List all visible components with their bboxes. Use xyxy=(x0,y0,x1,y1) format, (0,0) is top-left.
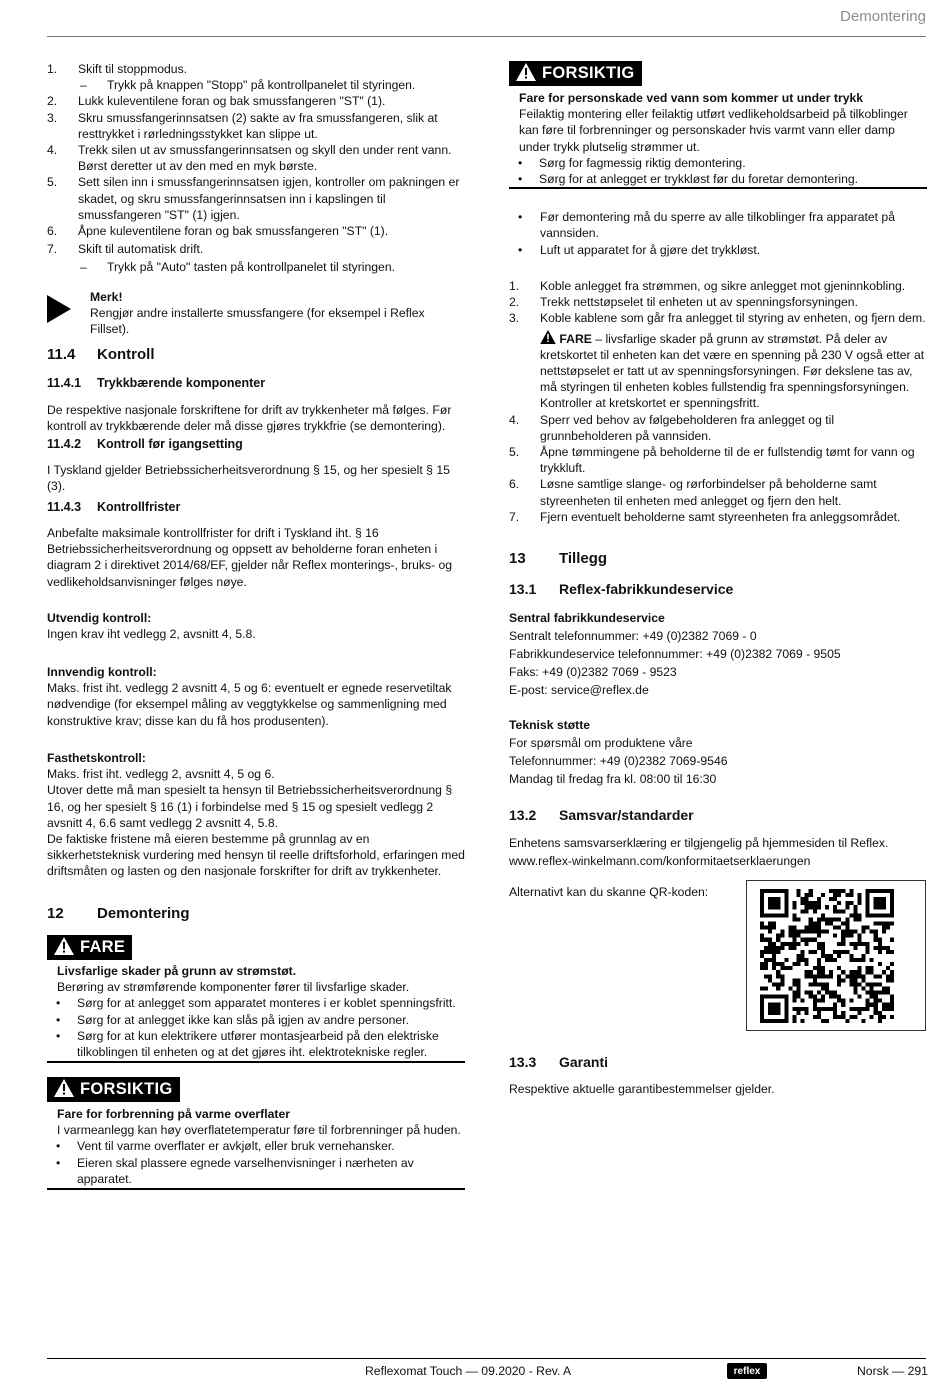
inline-danger-note: FARE – livsfarlige skader på grunn av strømstøt. På deler av kretskortet til enheten kan det være en spenning på 230 V også etter at nettstøpselet er tatt ut av spenningsforsyningen. Før dekslene tas av, må styringen til enheten kobles fullstendig fra spenningsforsyningen. Kontroller at kretskortet er spenningsfritt. xyxy=(540,331,925,411)
factory-service: Sentral fabrikkundeservice Sentralt telefonnummer: +49 (0)2382 7069 - 0 Fabrikkundeservice telefonnummer: +49 (0)2382 7069 - 9505 Faks: +49 (0)2382 7069 - 9523 E-post: service@reflex.de xyxy=(509,611,841,697)
section-heading-11-4-3: 11.4.3 Kontrollfrister xyxy=(47,500,181,514)
note-text: Rengjør andre installerte smussfangere (for eksempel i Reflex Fillset). xyxy=(90,306,425,337)
section-heading-12: 12 Demontering xyxy=(47,905,190,922)
pre-bullets xyxy=(509,209,927,259)
list-item: • Sørg for at anlegget som apparatet monteres i er koblet spenningsfritt. xyxy=(56,996,456,1011)
footer-page-number: — 291 xyxy=(892,1364,928,1378)
list-item: • Sørg for at kun elektrikere utfører montasjearbeid på den elektriske tilkoblingen til enheten og at det gjøres iht. elektrotekniske regler. xyxy=(56,1028,439,1060)
conformity-link[interactable]: www.reflex-winkelmann.com/konformitaetserklaerungen xyxy=(509,854,811,868)
maintenance-steps xyxy=(47,61,465,276)
list-item: • Sørg for at anlegget er trykkløst før du foretar demontering. xyxy=(518,172,859,187)
dismantling-steps xyxy=(509,278,927,525)
list-item: 5. Sett silen inn i smussfangerinnsatsen igjen, kontroller om pakningen er skadet, og skru smussfangerinnsatsen inn i kapslingen til smussfangeren "ST" (1) igjen. xyxy=(47,175,460,222)
list-item: 4. Trekk silen ut av smussfangerinnsatsen og skyll den under rent vann. Børst deretter ut av den med en myk børste. xyxy=(47,143,452,174)
caution-box-rule xyxy=(47,1188,465,1190)
list-item: 6. Åpne kuleventilene foran og bak smussfangeren "ST" (1). xyxy=(47,224,389,239)
caution-badge: FORSIKTIG xyxy=(509,61,642,86)
list-item: 1. Skift til stoppmodus. xyxy=(47,62,188,76)
list-item: 5. Åpne tømmingene på beholderne til de er fullstendig tømt for vann og trykkluft. xyxy=(509,445,915,476)
danger-badge: FARE xyxy=(47,935,132,960)
running-header: Demontering xyxy=(840,8,926,25)
footer-language: Norsk xyxy=(857,1364,889,1378)
note-arrow-icon xyxy=(47,295,71,323)
caution-box-right: FORSIKTIG Fare for personskade ved vann som kommer ut under trykk Feilaktig montering eller feilaktig utført vedlikeholdsarbeid på tilkoblinger kan føre til forbrenninger og personskader hvis varmt vann eller damp under trykk plutselig strømmer ut. • Sørg for fagmessig riktig demontering. • Sørg for at anlegget er trykkløst før du foretar demontering. xyxy=(509,61,927,189)
reflex-logo: reflex xyxy=(727,1363,767,1379)
external-inspection: Utvendig kontroll: Ingen krav iht vedlegg 2, avsnitt 4, 5.8. xyxy=(47,611,256,642)
list-item: – Trykk på "Auto" tasten på kontrollpanelet til styringen. xyxy=(80,260,395,275)
qr-code-frame xyxy=(746,880,926,1031)
warning-triangle-icon xyxy=(54,1079,74,1097)
header-divider xyxy=(47,36,926,37)
warning-triangle-icon xyxy=(516,63,536,81)
section-heading-11-4-2: 11.4.2 Kontroll før igangsetting xyxy=(47,437,243,451)
conformity-text: Enhetens samsvarserklæring er tilgjengelig på hjemmesiden til Reflex. www.reflex-winkelmann.com/konformitaetserklaerungen xyxy=(509,834,927,870)
list-item: • Sørg for fagmessig riktig demontering. xyxy=(518,155,746,170)
note-block xyxy=(47,289,465,338)
list-item: 3. Skru smussfangerinnsatsen (2) sakte av fra smussfangeren, slik at resttrykket i rørledningsstykket kan slippe ut. xyxy=(47,110,438,141)
qr-code-icon xyxy=(760,889,894,1023)
section-heading-13: 13 Tillegg xyxy=(509,550,608,567)
list-item: • Før demontering må du sperre av alle tilkoblinger fra apparatet på vannsiden. xyxy=(518,210,895,241)
caution-box: FORSIKTIG Fare for forbrenning på varme overflater I varmeanlegg kan høy overflatetemperatur føre til forbrenninger på huden. • Vent til varme overflater er avkjølt, eller bruk vernehansker. • Eieren skal plassere egnede varselhenvisninger i nærheten av apparatet. xyxy=(47,1077,465,1190)
list-item: 6. Løsne samtlige slange- og rørforbindelser på beholderne samt styreenheten til enheten med anlegget og fjern den helt. xyxy=(509,477,877,508)
section-heading-13-1: 13.1 Reflex-fabrikkundeservice xyxy=(509,581,734,597)
paragraph: De respektive nasjonale forskriftene for drift av trykkenheter må følges. Før kontroll av trykkbærende deler må disse gjøres trykkfrie (se demontering). xyxy=(47,403,452,434)
danger-box: FARE Livsfarlige skader på grunn av strømstøt. Berøring av strømførende komponenter fører til livsfarlige skader. • Sørg for at anlegget som apparatet monteres i er koblet spenningsfritt. • Sørg for at anlegget ikke kan slås på igjen av andre personer. • Sørg for at kun elektrikere utfører montasjearbeid på den elektriske tilkoblingen til enheten og at det gjøres iht. elektrotekniske regler. xyxy=(47,935,465,1063)
list-item: • Eieren skal plassere egnede varselhenvisninger i nærheten av apparatet. xyxy=(56,1155,414,1186)
technical-support: Teknisk støtte For spørsmål om produktene våre Telefonnummer: +49 (0)2382 7069-9546 Mandag til fredag fra kl. 08:00 til 16:30 xyxy=(509,718,728,786)
list-item: • Vent til varme overflater er avkjølt, eller bruk vernehansker. xyxy=(56,1139,395,1154)
warning-triangle-icon xyxy=(540,330,556,344)
footer-divider xyxy=(47,1358,926,1359)
paragraph: Anbefalte maksimale kontrollfrister for drift i Tyskland iht. § 16 Betriebssicherheitsverordnung og oppsett av beholderne foran enheten i diagram 2 i direktivet 2014/68/EF, gjelder når Reflex monterings-, bruks- og vedlikeholdsanvisninger følges nøye. xyxy=(47,526,453,589)
danger-box-rule xyxy=(47,1061,465,1063)
list-item: 2. Trekk nettstøpselet til enheten ut av spenningsforsyningen. xyxy=(509,295,858,310)
list-item: 4. Sperr ved behov av følgebeholderen fra anlegget og til grunnbeholderen på vannsiden. xyxy=(509,412,835,443)
section-heading-13-2: 13.2 Samsvar/standarder xyxy=(509,807,694,823)
section-heading-11-4-1: 11.4.1 Trykkbærende komponenter xyxy=(47,376,266,390)
qr-label: Alternativt kan du skanne QR-koden: xyxy=(509,885,709,899)
section-heading-11-4: 11.4 Kontroll xyxy=(47,346,155,363)
paragraph: Respektive aktuelle garantibestemmelser gjelder. xyxy=(509,1082,775,1096)
list-item: – Trykk på knappen "Stopp" på kontrollpanelet til styringen. xyxy=(80,78,416,93)
list-item: 3. Koble kablene som går fra anlegget til styring av enheten, og fjern dem. xyxy=(509,311,926,326)
section-heading-13-3: 13.3 Garanti xyxy=(509,1054,609,1070)
caution-badge: FORSIKTIG xyxy=(47,1077,180,1102)
list-item: 2. Lukk kuleventilene foran og bak smussfangeren "ST" (1). xyxy=(47,94,386,109)
strength-inspection: Fasthetskontroll: Maks. frist iht. vedlegg 2, avsnitt 4, 5 og 6. Utover dette må man spesielt ta hensyn til Betriebssicherheitsverordnung § 16, og her spesielt § 16 (1) i forbindelse med § 15 og spesielt vedlegg 2 avsnitt 4, 6.6 samt vedlegg 2 avsnitt 4, 5.8. De faktiske fristene må eieren bestemme på grunnlag av en sikkerhetsteknisk vurdering med hensyn til reelle driftsforhold, erfaringen med driftsmåten og lasten og den nasjonale forskrifter for drift av trykkenheter. xyxy=(47,751,465,879)
note-title: Merk! xyxy=(90,290,123,304)
caution-box-rule xyxy=(509,187,927,189)
list-item: • Sørg for at anlegget ikke kan slås på igjen av andre personer. xyxy=(56,1012,409,1027)
list-item: 7. Skift til automatisk drift. xyxy=(47,242,204,257)
paragraph: I Tyskland gjelder Betriebssicherheitsverordnung § 15, og her spesielt § 15 (3). xyxy=(47,463,450,494)
list-item: 7. Fjern eventuelt beholderne samt styreenheten fra anleggsområdet. xyxy=(509,509,901,524)
list-item: • Luft ut apparatet for å gjøre det trykkløst. xyxy=(518,243,761,258)
footer-document: Reflexomat Touch — 09.2020 - Rev. A xyxy=(365,1364,572,1378)
warning-triangle-icon xyxy=(54,937,74,955)
internal-inspection: Innvendig kontroll: Maks. frist iht. vedlegg 2 avsnitt 4, 5 og 6: eventuelt er egnede reservetiltak nødvendige (for eksempel måling av veggtykkelse og sammenligning med konstruktive krav; disse kan du få hos produsenten). xyxy=(47,665,452,728)
list-item: 1. Koble anlegget fra strømmen, og sikre anlegget mot gjeninnkobling. xyxy=(509,279,906,293)
